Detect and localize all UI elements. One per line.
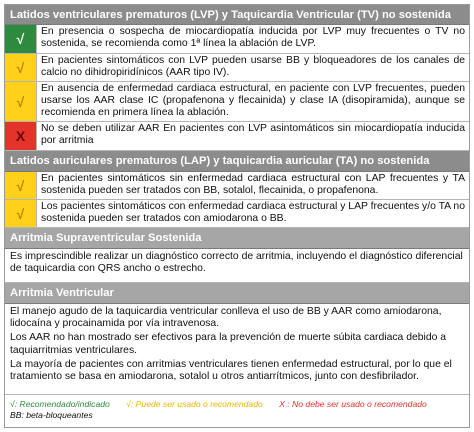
recommendation-text: No se deben utilizar AAR En pacientes con LVP asintomáticos sin miocardiopatía inducida por arritmia (41, 123, 465, 147)
section-header-lap (5, 151, 469, 172)
may-use-check-icon: √ (5, 200, 37, 227)
recommendation-text: En pacientes sintomáticos sin enfermedad cardiaca estructural con LAP frecuentes y TA sostenida pueden ser tratados con BB, sotalol, flecainida, o propafenona. (41, 173, 465, 197)
table-row (5, 82, 469, 122)
table-row (5, 25, 469, 54)
table-row (5, 172, 469, 200)
legend (5, 395, 469, 427)
table-row (5, 122, 469, 151)
may-use-check-icon: √ (5, 82, 37, 121)
recommendations-table (4, 4, 470, 428)
not-recommended-x-icon: X (5, 122, 37, 150)
recommendation-text: En ausencia de enfermedad cardiaca estructural, en paciente con LVP frecuentes, pueden usarse los AAR clase IC (propafenona y flecainida) y clase IA (disopiramida), aunque se recomienda en primera línea la ablación. (41, 83, 465, 119)
section-title: Arritmia Supraventricular Sostenida (10, 232, 202, 244)
section-title: Arritmia Ventricular (10, 287, 114, 299)
legend-may-use: √: Puede ser usado o recomendado (126, 399, 263, 409)
table-row (5, 54, 469, 82)
section-text: Es imprescindible realizar un diagnóstico correcto de arritmia, incluyendo el diagnóstico diferencial de taquicardia con QRS ancho o estrecho. (5, 249, 469, 283)
section-header-ventricular (5, 283, 469, 304)
recommendation-text: En presencia o sospecha de miocardiopatía inducida por LVP muy frecuentes o TV no sostenida, se recomienda como 1ª línea la ablación de LVP. (41, 26, 465, 50)
table-row (5, 200, 469, 228)
may-use-check-icon: √ (5, 54, 37, 81)
section-title: Latidos ventriculares prematuros (LVP) y Taquicardia Ventricular (TV) no sostenida (10, 8, 451, 21)
may-use-check-icon: √ (5, 172, 37, 199)
legend-abbreviation-note: BB: beta-bloqueantes (10, 410, 93, 420)
section-header-supraventricular (5, 228, 469, 249)
recommended-check-icon: √ (5, 25, 37, 53)
recommendation-text: Los pacientes sintomáticos con enfermedad cardiaca estructural y LAP frecuentes y/o TA no sostenida pueden ser tratados con amiodarona o BB. (41, 201, 465, 225)
legend-not-recommended: X : No debe ser usado o recomendado (279, 399, 427, 409)
paragraph: El manejo agudo de la taquicardia ventricular conlleva el uso de BB y AAR como amiodarona, lidocaína y procainamida por vía intravenosa. (10, 306, 442, 330)
paragraph: La mayoría de pacientes con arritmias ventriculares tienen enfermedad estructural, por lo que el tratamiento se basa en amiodarona, sotalol u otros antiarrítmicos, junto con desfibrilador. (10, 358, 452, 383)
legend-recommended: √: Recomendado/indicado (10, 399, 110, 409)
legend-items (10, 399, 464, 410)
ventricular-text-block (5, 304, 469, 395)
section-header-lvp (5, 5, 469, 25)
section-title: Latidos auriculares prematuros (LAP) y taquicardia auricular (TA) no sostenida (10, 155, 430, 167)
paragraph: Los AAR no han mostrado ser efectivos para la prevención de muerte súbita cardiaca debido a taquiarritmias ventriculares. (10, 332, 447, 356)
recommendation-text: En pacientes sintomáticos con LVP pueden usarse BB y bloqueadores de los canales de calcio no dihidropiridínicos (AAR tipo IV). (41, 55, 465, 79)
